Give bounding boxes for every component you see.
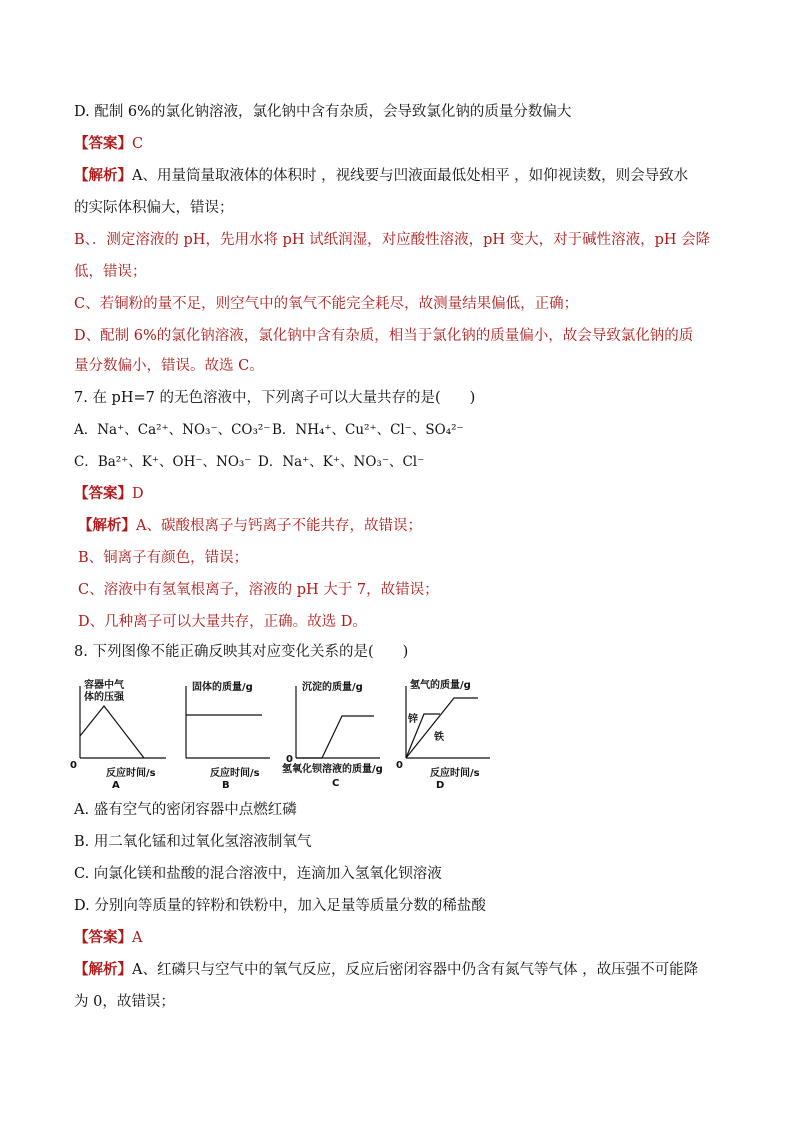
answer-6 <box>74 134 143 154</box>
question-7-option-d: D．Na⁺、K⁺、NO₃⁻、Cl⁻ <box>258 454 425 470</box>
explanation-6-c: C、若铜粉的量不足，则空气中的氧气不能完全耗尽，故测量结果偏低，正确； <box>74 296 579 312</box>
y-label: 氢气的质量/g <box>410 680 471 691</box>
x-label: 氢氧化钡溶液的质量/g <box>282 764 383 775</box>
graph-letter: C <box>332 778 340 788</box>
question-8: 8. 下列图像不能正确反映其对应变化关系的是( ) <box>74 644 409 660</box>
answer-7 <box>74 484 144 504</box>
answer-value: C <box>132 136 144 152</box>
x-label: 反应时间/s <box>106 768 156 779</box>
zinc-label: 锌 <box>408 714 418 725</box>
explanation-text: A、用量筒量取液体的体积时 ，视线要与凹液面最低处相平 ，如仰视读数，则会导致水 <box>132 168 689 184</box>
explanation-7-b: B、铜离子有颜色，错误； <box>78 550 249 566</box>
answer-value: A <box>132 930 143 946</box>
graph-a <box>70 678 170 788</box>
graph-c <box>282 678 398 788</box>
explanation-7-a <box>78 516 422 536</box>
graph-b <box>176 678 276 788</box>
iron-curve <box>406 698 478 758</box>
question-7: 7. 在 pH=7 的无色溶液中，下列离子可以大量共存的是( ) <box>74 390 476 406</box>
pressure-curve <box>80 706 144 758</box>
graph-d <box>396 678 496 788</box>
graph-letter: D <box>436 780 445 788</box>
answer-label: 【答案】 <box>74 135 132 152</box>
explanation-6-b1: B、．测定溶液的 pH，先用水将 pH 试纸润湿，对应酸性溶液，pH 变大，对于碱性溶液，pH 会降 <box>74 232 711 248</box>
explanation-text: A、红磷只与空气中的氧气反应，反应后密闭容器中仍含有氮气等气体 ，故压强不可能降 <box>132 962 699 978</box>
graph-letter: B <box>222 780 230 788</box>
explanation-6-a2: 的实际体积偏大，错误； <box>74 200 234 216</box>
x-label: 反应时间/s <box>210 768 260 779</box>
y-label: 固体的质量/g <box>192 682 253 693</box>
graph-letter: A <box>112 780 120 788</box>
explanation-label: 【解析】 <box>78 517 136 534</box>
explanation-label: 【解析】 <box>74 167 132 184</box>
precipitate-curve <box>296 716 374 758</box>
explanation-6-b2: 低，错误； <box>74 264 147 280</box>
origin-label: 0 <box>396 760 403 771</box>
question-8-option-a: A. 盛有空气的密闭容器中点燃红磷 <box>74 802 297 818</box>
explanation-7-d: D、几种离子可以大量共存，正确。故选 D。 <box>78 614 367 630</box>
explanation-6-d1: D、配制 6%的氯化钠溶液，氯化钠中含有杂质，相当于氯化钠的质量偏小，故会导致氯化钠的质 <box>74 328 694 344</box>
origin-label: 0 <box>286 754 293 765</box>
iron-label: 铁 <box>434 732 444 743</box>
answer-label: 【答案】 <box>74 929 132 946</box>
explanation-8-a1 <box>74 960 698 980</box>
explanation-text: A、碳酸根离子与钙离子不能共存，故错误； <box>136 518 422 534</box>
answer-8 <box>74 928 142 948</box>
option-d-text: D. 配制 6%的氯化钠溶液，氯化钠中含有杂质，会导致氯化钠的质量分数偏大 <box>74 104 572 120</box>
x-label: 反应时间/s <box>430 768 480 779</box>
answer-value: D <box>132 486 144 502</box>
y-label: 沉淀的质量/g <box>302 682 363 693</box>
explanation-8-a2: 为 0，故错误； <box>74 994 175 1010</box>
answer-label: 【答案】 <box>74 485 132 502</box>
explanation-6-d2: 量分数偏小，错误。故选 C。 <box>74 358 264 374</box>
y-label-line2: 体的压强 <box>84 692 124 703</box>
question-7-option-a: A．Na⁺、Ca²⁺、NO₃⁻、CO₃²⁻ <box>74 422 271 438</box>
origin-label: 0 <box>70 760 77 771</box>
question-7-option-b: B．NH₄⁺、Cu²⁺、Cl⁻、SO₄²⁻ <box>272 422 464 438</box>
explanation-7-c: C、溶液中有氢氧根离子，溶液的 pH 大于 7，故错误； <box>78 582 439 598</box>
question-8-option-b: B. 用二氧化锰和过氧化氢溶液制氧气 <box>74 834 312 850</box>
question-7-option-c: C．Ba²⁺、K⁺、OH⁻、NO₃⁻ <box>74 454 252 470</box>
y-label-line1: 容器中气 <box>84 680 124 691</box>
question-8-option-c: C. 向氯化镁和盐酸的混合溶液中，连滴加入氢氧化钡溶液 <box>74 866 442 882</box>
question-8-option-d: D. 分别向等质量的锌粉和铁粉中，加入足量等质量分数的稀盐酸 <box>74 898 486 914</box>
explanation-6-a1 <box>74 166 688 186</box>
explanation-label: 【解析】 <box>74 961 132 978</box>
